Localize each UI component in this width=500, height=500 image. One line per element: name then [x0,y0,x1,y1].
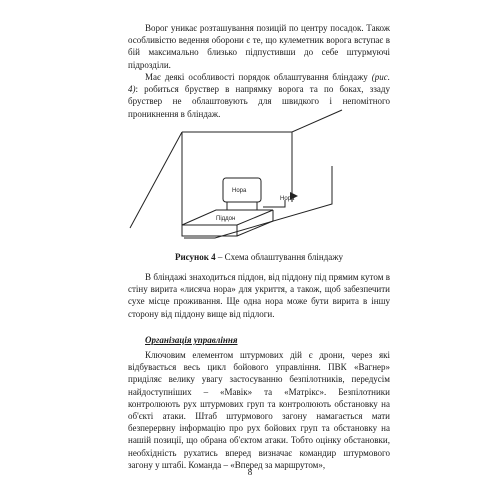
paragraph-1-text: Ворог уникає розташування позицій по центру посадок. Також особливістю ведення оборони є те, що кулеметник ворога вступає в бій максимально близько підпустивши до себе штурмуючі підрозділи. [128,23,390,70]
back-wall-top-edge [182,110,342,132]
label-piddon: Піддон [216,216,236,222]
paragraph-2-text-b: : робиться бруствер в напрямку ворога та по боках, ззаду бруствер не облаштовують для швидкого і непомітного проникнення в бліндаж. [128,84,390,119]
paragraph-3-text: В бліндажі знаходиться піддон, від піддону під прямим кутом в стіну вирита «лисяча нора» для укриття, а також, щоб забезпечити сухе місце проживання. Ще одна нора може бути вирита в іншу сторону від піддону вище від підлоги. [128,272,390,319]
figure-reference: (рис. 4) [128,72,390,95]
paragraph-4 [128,349,390,471]
figure-caption [128,251,390,263]
paragraph-3 [128,271,390,320]
paragraph-4-text: Ключовим елементом штурмових дій є дрони, через які відбувається весь цикл бойового управління. ПВК «Вагнер» приділяє велику увагу застосуванню безпілотників, передусім найдоступніших – «Мавік» та «Матрікс». Безпілотники контролюють рух штурмових груп та контролюють обстановку на об'єкті атаки. Штаб штурмового загону намагається мати безперервну інформацію про рух бойових груп та обстановку на нашій позиції, що обрана об'єктом атаки. Тобто оцінку обстановки, необхідність рухатись вперед визначає командир штурмового загону у штабі. Команда – «Вперед за маршрутом», [128,350,390,470]
paragraph-2-text-a: Має деякі особливості порядок облаштування бліндажу [145,72,372,82]
section-heading: Організація управління [145,335,238,345]
label-nora-top: Нора [232,188,247,194]
dugout-diagram [120,100,385,250]
caption-text: – Схема облаштування бліндажу [215,252,344,262]
caption-label: Рисунок 4 [174,252,216,262]
page-number: 8 [247,467,253,477]
label-nora-right: Нора [280,196,295,202]
paragraph-1 [128,22,390,71]
left-wall-front-edge [130,132,182,228]
